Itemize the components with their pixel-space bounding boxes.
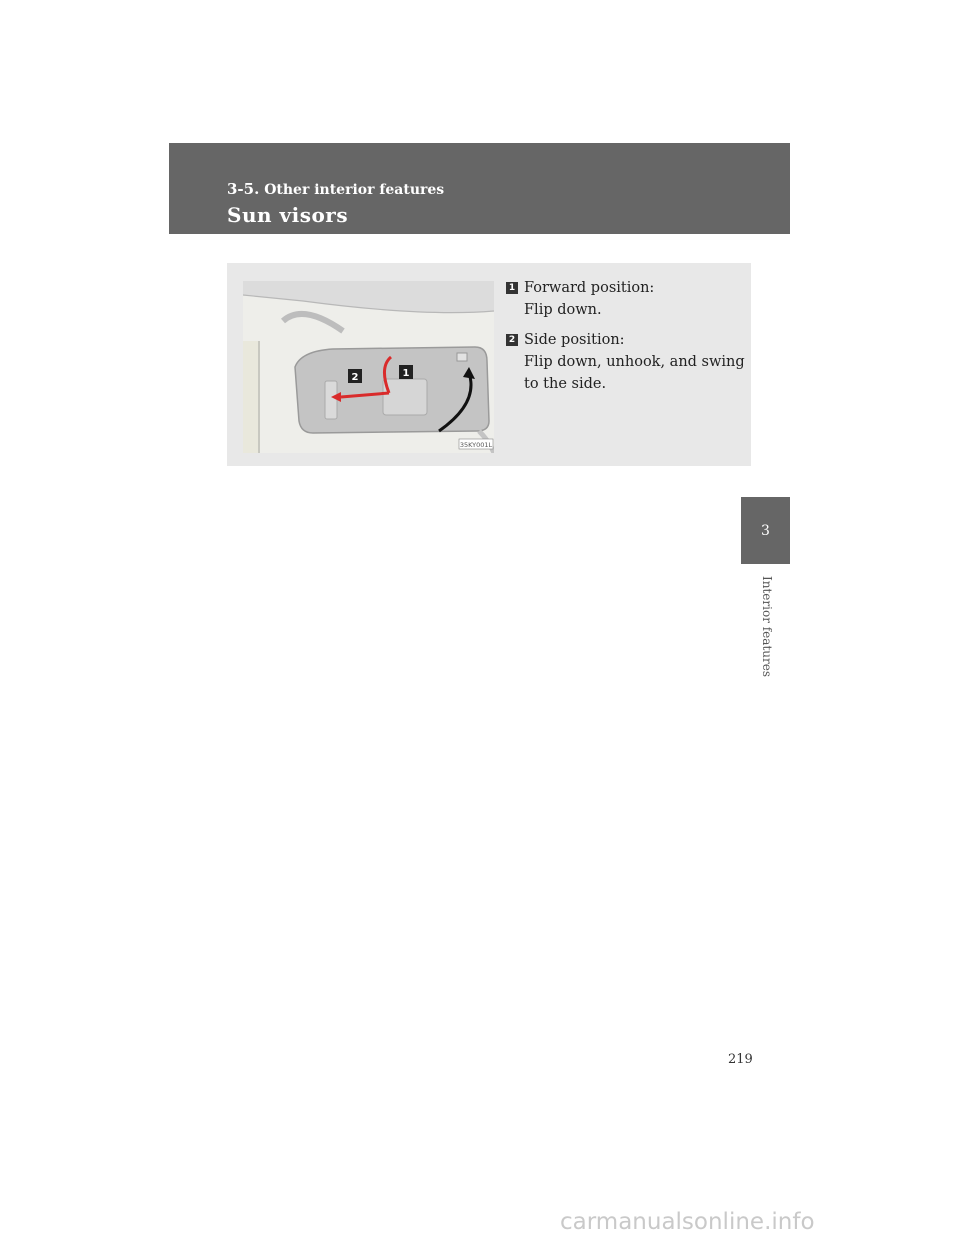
illustration-code: 35KY001L (459, 441, 493, 449)
step-heading: Forward position: (524, 280, 655, 296)
watermark: carmanualsonline.info (560, 1209, 815, 1235)
sun-visor-panel (227, 263, 751, 466)
step-instruction-cont: to the side. (524, 376, 607, 392)
chapter-number: 3 (761, 522, 770, 539)
chapter-title: Interior features (760, 576, 774, 677)
sun-visor-illustration (243, 281, 494, 453)
step-forward-position (506, 277, 746, 321)
section-label (227, 180, 444, 198)
step-heading: Side position: (524, 332, 625, 348)
steps-list (506, 277, 746, 403)
step-number-badge: 2 (506, 334, 518, 346)
page-header (169, 143, 790, 234)
section-number: 3-5. (227, 180, 260, 198)
callout-1: 1 (402, 368, 410, 379)
step-instruction: Flip down, unhook, and swing (524, 354, 745, 370)
step-instruction: Flip down. (524, 302, 602, 318)
chapter-tab (741, 497, 790, 564)
callout-2: 2 (351, 372, 359, 383)
step-number-badge: 1 (506, 282, 518, 294)
step-side-position (506, 329, 746, 395)
page-number: 219 (728, 1052, 753, 1067)
page-title: Sun visors (227, 203, 349, 227)
section-title: Other interior features (264, 182, 445, 198)
